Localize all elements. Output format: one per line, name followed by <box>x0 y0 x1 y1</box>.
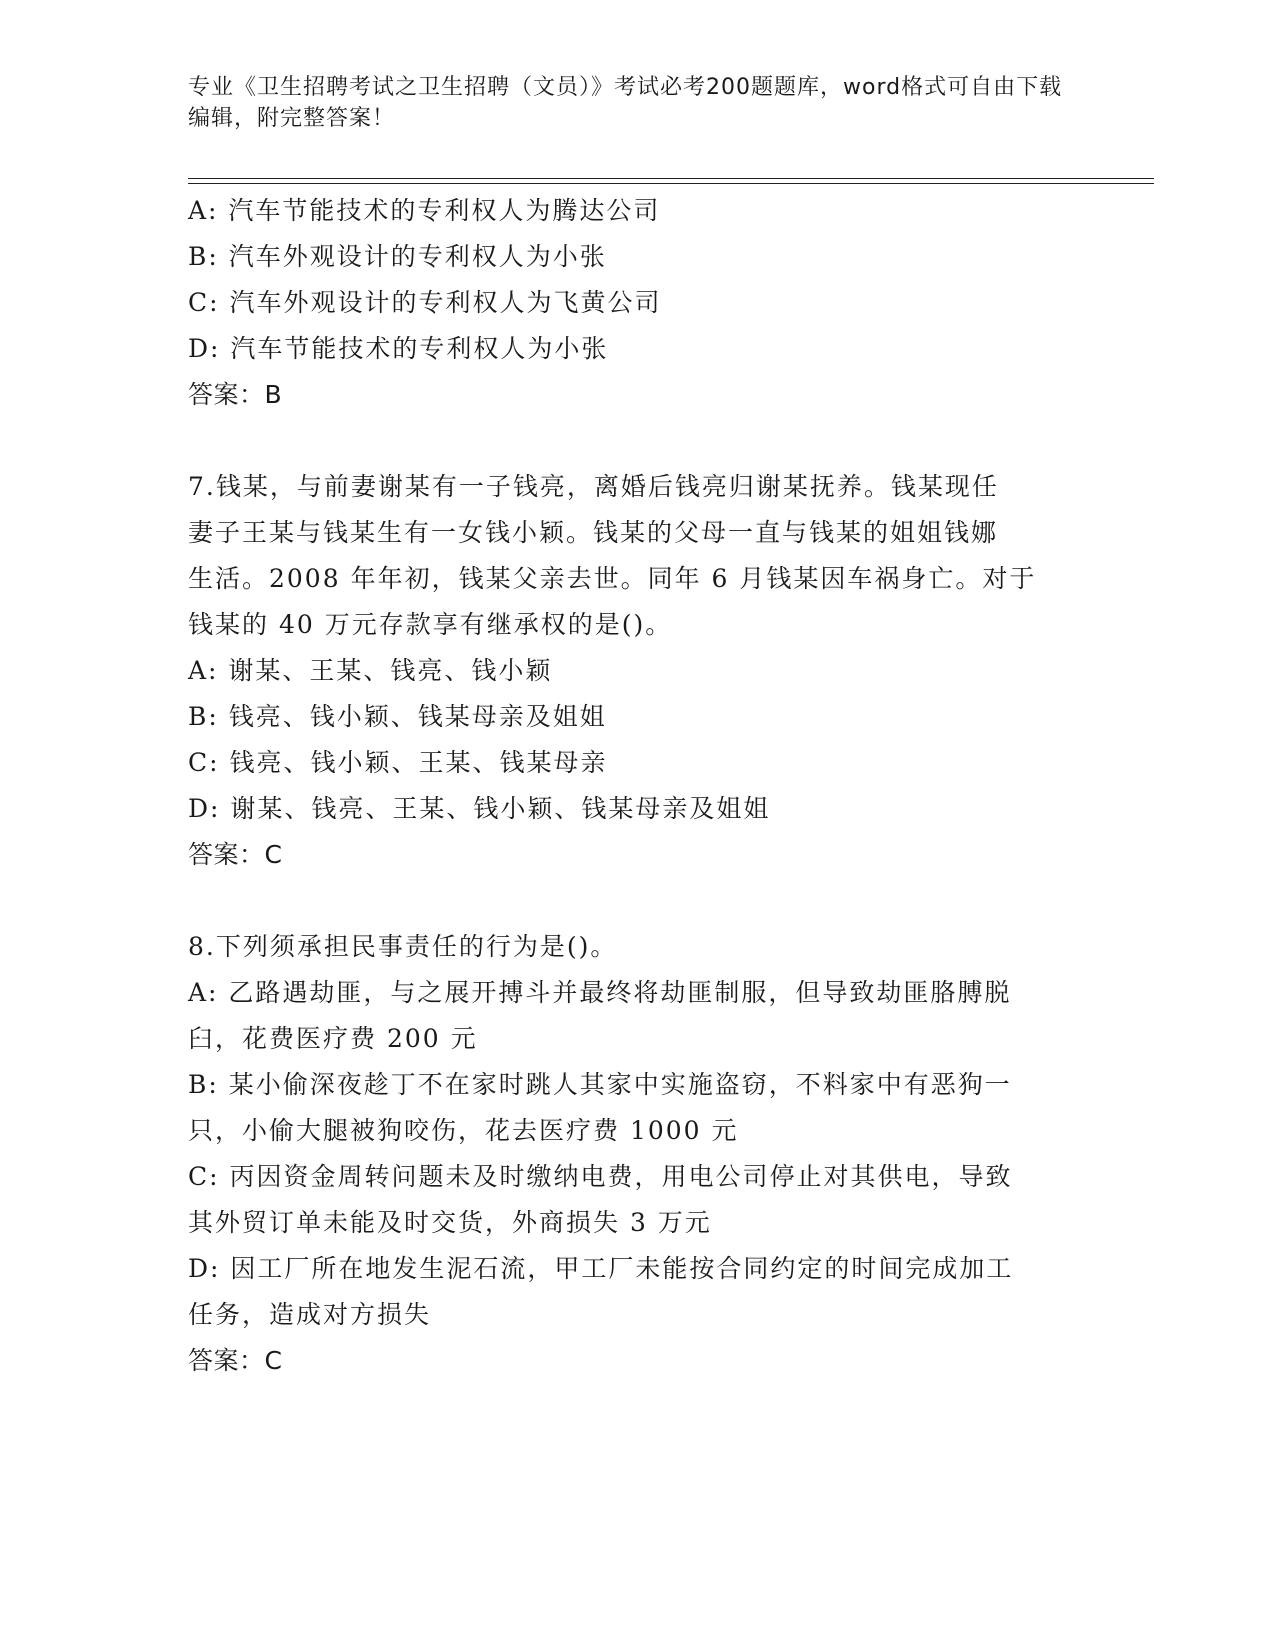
option-b-line-2: 只，小偷大腿被狗咬伤，花去医疗费 1000 元 <box>188 1116 739 1145</box>
question-stem-line: 7.钱某，与前妻谢某有一子钱亮，离婚后钱亮归谢某抚养。钱某现任 <box>188 472 999 501</box>
question-content <box>188 188 1068 1384</box>
option-c-line-1: C: 丙因资金周转问题未及时缴纳电费，用电公司停止对其供电，导致 <box>188 1162 1013 1191</box>
question-stem-line: 妻子王某与钱某生有一女钱小颖。钱某的父母一直与钱某的姐姐钱娜 <box>188 518 999 547</box>
question-block-6 <box>188 188 1068 418</box>
option-c: C: 汽车外观设计的专利权人为飞黄公司 <box>188 288 662 317</box>
question-block-7 <box>188 464 1068 878</box>
option-d-line-2: 任务，造成对方损失 <box>188 1300 432 1329</box>
option-b-line-1: B: 某小偷深夜趁丁不在家时跳人其家中实施盗窃，不料家中有恶狗一 <box>188 1070 1012 1099</box>
question-stem-line: 生活。2008 年年初，钱某父亲去世。同年 6 月钱某因车祸身亡。对于 <box>188 564 1037 593</box>
option-d: D: 汽车节能技术的专利权人为小张 <box>188 334 609 363</box>
answer-label: 答案：B <box>188 380 283 409</box>
option-a-line-2: 臼，花费医疗费 200 元 <box>188 1024 478 1053</box>
option-c: C: 钱亮、钱小颖、王某、钱某母亲 <box>188 748 608 777</box>
option-d-line-1: D: 因工厂所在地发生泥石流，甲工厂未能按合同约定的时间完成加工 <box>188 1254 1014 1283</box>
answer-label: 答案：C <box>188 1346 283 1375</box>
spacer <box>188 418 1068 464</box>
option-a: A: 谢某、王某、钱亮、钱小颖 <box>188 656 553 685</box>
header-divider-bottom <box>188 183 1154 184</box>
spacer <box>188 878 1068 924</box>
option-b: B: 钱亮、钱小颖、钱某母亲及姐姐 <box>188 702 607 731</box>
header-text: 专业《卫生招聘考试之卫生招聘（文员）》考试必考200题题库，word格式可自由下载编辑，附完整答案！ <box>188 75 1063 131</box>
document-header <box>188 72 1068 134</box>
option-d: D: 谢某、钱亮、王某、钱小颖、钱某母亲及姐姐 <box>188 794 771 823</box>
option-a-line-1: A: 乙路遇劫匪，与之展开搏斗并最终将劫匪制服，但导致劫匪胳膊脱 <box>188 978 1012 1007</box>
option-a: A: 汽车节能技术的专利权人为腾达公司 <box>188 196 661 225</box>
answer-label: 答案：C <box>188 840 283 869</box>
option-c-line-2: 其外贸订单未能及时交货，外商损失 3 万元 <box>188 1208 712 1237</box>
option-b: B: 汽车外观设计的专利权人为小张 <box>188 242 607 271</box>
question-stem-line: 钱某的 40 万元存款享有继承权的是()。 <box>188 610 673 639</box>
question-block-8 <box>188 924 1068 1384</box>
header-divider-top <box>188 178 1154 179</box>
question-stem: 8.下列须承担民事责任的行为是()。 <box>188 932 618 961</box>
